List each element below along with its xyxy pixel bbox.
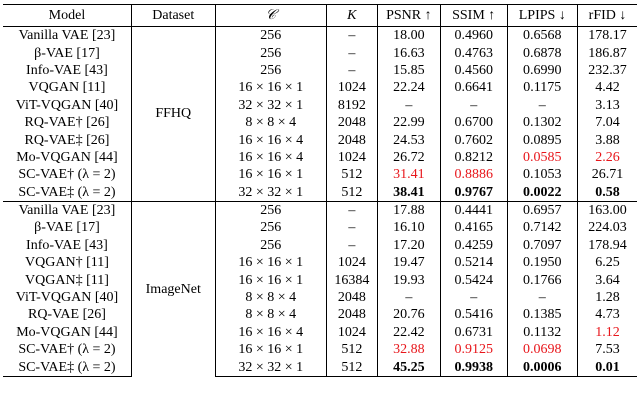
ssim-cell: 0.8886: [440, 166, 507, 183]
psnr-cell: 19.47: [377, 254, 440, 271]
ssim-cell: 0.4763: [440, 44, 507, 61]
k-cell: –: [326, 219, 377, 236]
ssim-cell: 0.5416: [440, 306, 507, 323]
psnr-cell: 24.53: [377, 131, 440, 148]
k-cell: 2048: [326, 114, 377, 131]
table-row: [3, 79, 637, 96]
k-cell: –: [326, 27, 377, 45]
k-cell: 512: [326, 358, 377, 376]
model-cell: ViT-VQGAN [40]: [3, 97, 131, 114]
k-cell: –: [326, 44, 377, 61]
header-codebook-shape: 𝒞: [215, 5, 326, 27]
lpips-cell: 0.7142: [507, 219, 578, 236]
table-body: [3, 27, 637, 377]
codebook-shape-cell: 256: [215, 201, 326, 219]
ssim-cell: 0.5214: [440, 254, 507, 271]
codebook-shape-cell: 16 × 16 × 4: [215, 324, 326, 341]
model-cell: SC-VAE† (λ = 2): [3, 341, 131, 358]
psnr-cell: 22.24: [377, 79, 440, 96]
model-cell: VQGAN‡ [11]: [3, 271, 131, 288]
table-row: [3, 114, 637, 131]
k-cell: 512: [326, 184, 377, 202]
rfid-cell: 0.58: [595, 184, 620, 200]
model-cell: RQ-VAE‡ [26]: [3, 131, 131, 148]
codebook-shape-cell: 8 × 8 × 4: [215, 289, 326, 306]
codebook-shape-cell: 8 × 8 × 4: [215, 114, 326, 131]
table-row: [3, 166, 637, 183]
table-row: [3, 271, 637, 288]
header-model: Model: [3, 5, 131, 27]
model-cell: β-VAE [17]: [3, 44, 131, 61]
lpips-cell: 0.6990: [507, 62, 578, 79]
codebook-shape-cell: 256: [215, 62, 326, 79]
rfid-cell: 1.28: [595, 290, 620, 306]
codebook-shape-cell: 256: [215, 44, 326, 61]
ssim-cell: 0.4259: [440, 237, 507, 254]
ssim-cell: –: [440, 289, 507, 306]
psnr-cell: 17.20: [377, 237, 440, 254]
dataset-cell: ImageNet: [131, 201, 215, 376]
table-row: [3, 219, 637, 236]
ssim-cell: 0.4960: [440, 27, 507, 45]
rfid-cell: 7.04: [595, 115, 620, 131]
lpips-cell: 0.1302: [507, 114, 578, 131]
header-k: K: [326, 5, 377, 27]
codebook-shape-cell: 16 × 16 × 1: [215, 271, 326, 288]
psnr-cell: 18.00: [377, 27, 440, 45]
table-row: [3, 27, 637, 45]
psnr-cell: 32.88: [377, 341, 440, 358]
dataset-cell: FFHQ: [131, 27, 215, 202]
lpips-cell: 0.1053: [507, 166, 578, 183]
rfid-cell: 224.03: [588, 220, 627, 236]
psnr-cell: 38.41: [377, 184, 440, 202]
psnr-cell: 15.85: [377, 62, 440, 79]
rfid-cell: 3.13: [595, 97, 620, 113]
k-cell: 1024: [326, 254, 377, 271]
lpips-cell: 0.7097: [507, 237, 578, 254]
psnr-cell: 16.63: [377, 44, 440, 61]
k-cell: –: [326, 237, 377, 254]
lpips-cell: 0.1385: [507, 306, 578, 323]
lpips-cell: 0.1766: [507, 271, 578, 288]
table-row: [3, 149, 637, 166]
table-row: [3, 131, 637, 148]
psnr-cell: 26.72: [377, 149, 440, 166]
table-row: [3, 201, 637, 219]
header-ssim: SSIM ↑: [440, 5, 507, 27]
k-cell: 16384: [326, 271, 377, 288]
lpips-cell: 0.6878: [507, 44, 578, 61]
ssim-cell: 0.4165: [440, 219, 507, 236]
table-row: [3, 97, 637, 114]
table-row: [3, 341, 637, 358]
header-rfid: rFID ↓: [578, 5, 637, 27]
ssim-cell: 0.9767: [440, 184, 507, 202]
psnr-cell: 45.25: [377, 358, 440, 376]
lpips-cell: 0.0006: [507, 358, 578, 376]
rfid-cell: 0.01: [578, 358, 637, 376]
ssim-cell: 0.4560: [440, 62, 507, 79]
rfid-cell: 3.64: [595, 272, 620, 288]
table-row: [3, 184, 637, 202]
ssim-cell: 0.4441: [440, 201, 507, 219]
model-cell: ViT-VQGAN [40]: [3, 289, 131, 306]
model-cell: RQ-VAE† [26]: [3, 114, 131, 131]
lpips-cell: –: [507, 97, 578, 114]
rfid-cell: 3.88: [595, 132, 620, 148]
rfid-cell: 178.94: [588, 237, 627, 253]
lpips-cell: 0.1950: [507, 254, 578, 271]
model-cell: Vanilla VAE [23]: [3, 27, 131, 45]
table-row: [3, 254, 637, 271]
rfid-cell: 178.17: [588, 28, 627, 44]
k-cell: 2048: [326, 306, 377, 323]
k-cell: 512: [326, 166, 377, 183]
model-cell: β-VAE [17]: [3, 219, 131, 236]
k-cell: 1024: [326, 324, 377, 341]
ssim-cell: 0.7602: [440, 131, 507, 148]
header-dataset: Dataset: [131, 5, 215, 27]
k-cell: –: [326, 62, 377, 79]
table-row: [3, 289, 637, 306]
ssim-cell: 0.9125: [440, 341, 507, 358]
ssim-cell: 0.5424: [440, 271, 507, 288]
model-cell: Vanilla VAE [23]: [3, 201, 131, 219]
codebook-shape-cell: 16 × 16 × 1: [215, 79, 326, 96]
rfid-cell: 186.87: [588, 45, 627, 61]
psnr-cell: 17.88: [377, 201, 440, 219]
table-row: [3, 62, 637, 79]
table-row: [3, 237, 637, 254]
table-row: [3, 358, 637, 376]
codebook-shape-cell: 8 × 8 × 4: [215, 306, 326, 323]
rfid-cell: 7.53: [595, 342, 620, 358]
lpips-cell: 0.0698: [507, 341, 578, 358]
k-cell: 1024: [326, 149, 377, 166]
model-cell: Mo-VQGAN [44]: [3, 149, 131, 166]
psnr-cell: 22.42: [377, 324, 440, 341]
k-cell: 2048: [326, 131, 377, 148]
model-cell: Info-VAE [43]: [3, 237, 131, 254]
psnr-cell: 19.93: [377, 271, 440, 288]
model-cell: SC-VAE† (λ = 2): [3, 166, 131, 183]
lpips-cell: 0.1132: [507, 324, 578, 341]
codebook-shape-cell: 16 × 16 × 1: [215, 254, 326, 271]
psnr-cell: –: [377, 289, 440, 306]
codebook-shape-cell: 16 × 16 × 1: [215, 166, 326, 183]
k-cell: 1024: [326, 79, 377, 96]
lpips-cell: 0.1175: [507, 79, 578, 96]
model-cell: Mo-VQGAN [44]: [3, 324, 131, 341]
header-psnr: PSNR ↑: [377, 5, 440, 27]
rfid-cell: 4.73: [595, 307, 620, 323]
lpips-cell: 0.0585: [507, 149, 578, 166]
rfid-cell: 6.25: [595, 255, 620, 271]
model-cell: RQ-VAE [26]: [3, 306, 131, 323]
rfid-cell: 1.12: [595, 324, 620, 340]
rfid-cell: 4.42: [595, 80, 620, 96]
model-cell: VQGAN [11]: [3, 79, 131, 96]
ssim-cell: –: [440, 97, 507, 114]
ssim-cell: 0.8212: [440, 149, 507, 166]
comparison-table: [3, 4, 637, 377]
lpips-cell: 0.6568: [507, 27, 578, 45]
ssim-cell: 0.9938: [440, 358, 507, 376]
codebook-shape-cell: 16 × 16 × 4: [215, 131, 326, 148]
codebook-shape-cell: 32 × 32 × 1: [215, 358, 326, 376]
k-cell: 8192: [326, 97, 377, 114]
psnr-cell: 22.99: [377, 114, 440, 131]
ssim-cell: 0.6700: [440, 114, 507, 131]
ssim-cell: 0.6641: [440, 79, 507, 96]
lpips-cell: 0.0022: [507, 184, 578, 202]
psnr-cell: 20.76: [377, 306, 440, 323]
ssim-cell: 0.6731: [440, 324, 507, 341]
codebook-shape-cell: 256: [215, 237, 326, 254]
k-cell: –: [326, 201, 377, 219]
lpips-cell: –: [507, 289, 578, 306]
codebook-shape-cell: 16 × 16 × 1: [215, 341, 326, 358]
k-cell: 2048: [326, 289, 377, 306]
model-cell: VQGAN† [11]: [3, 254, 131, 271]
table-row: [3, 306, 637, 323]
rfid-cell: 163.00: [578, 201, 637, 219]
codebook-shape-cell: 32 × 32 × 1: [215, 184, 326, 202]
lpips-cell: 0.6957: [507, 201, 578, 219]
model-cell: SC-VAE‡ (λ = 2): [3, 358, 131, 376]
header-lpips: LPIPS ↓: [507, 5, 578, 27]
psnr-cell: 16.10: [377, 219, 440, 236]
codebook-shape-cell: 16 × 16 × 4: [215, 149, 326, 166]
rfid-cell: 26.71: [591, 167, 624, 183]
k-cell: 512: [326, 341, 377, 358]
lpips-cell: 0.0895: [507, 131, 578, 148]
model-cell: SC-VAE‡ (λ = 2): [3, 184, 131, 202]
codebook-shape-cell: 256: [215, 219, 326, 236]
table-row: [3, 44, 637, 61]
codebook-shape-cell: 256: [215, 27, 326, 45]
table-header-row: [3, 5, 637, 27]
model-cell: Info-VAE [43]: [3, 62, 131, 79]
rfid-cell: 232.37: [588, 62, 627, 78]
codebook-shape-cell: 32 × 32 × 1: [215, 97, 326, 114]
rfid-cell: 2.26: [595, 149, 620, 165]
psnr-cell: –: [377, 97, 440, 114]
psnr-cell: 31.41: [377, 166, 440, 183]
table-row: [3, 324, 637, 341]
